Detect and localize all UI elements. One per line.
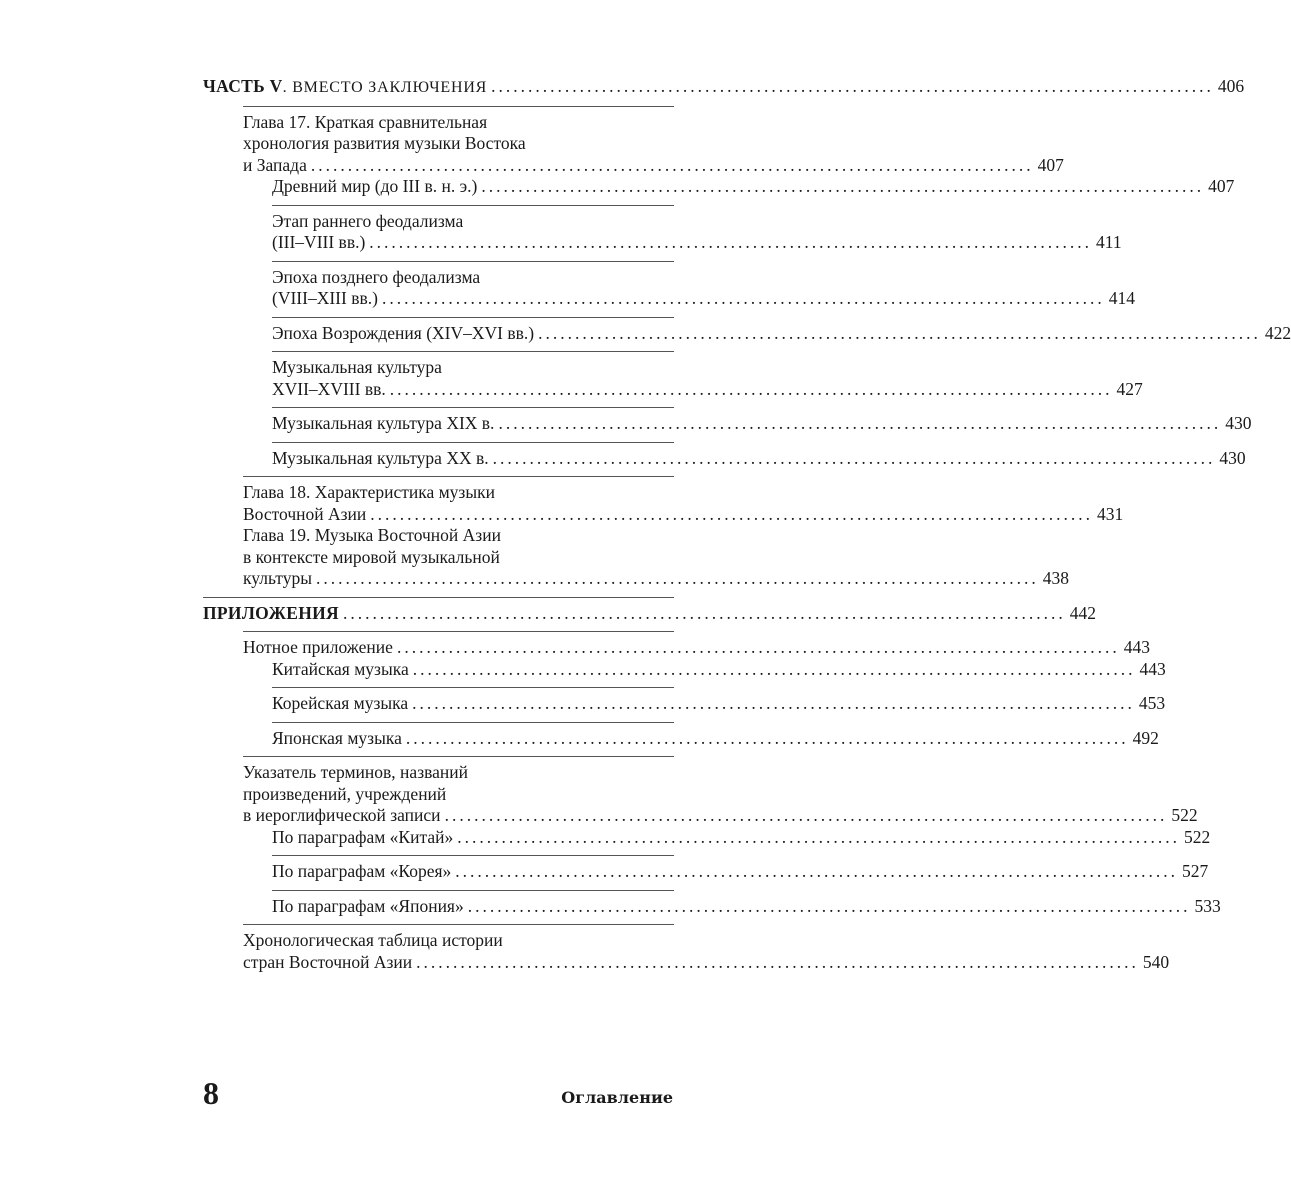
table-of-contents	[203, 76, 1291, 973]
entry-line: Глава 17. Краткая сравнительная	[243, 111, 488, 132]
entry-title: Корейская музыка	[272, 693, 409, 713]
toc-item[interactable]	[203, 658, 1166, 681]
divider	[272, 687, 674, 688]
page-number: 430	[1219, 447, 1246, 468]
toc-item[interactable]	[203, 176, 1235, 198]
toc-item[interactable]	[203, 693, 1166, 715]
leader-dots: ..................................................................................................	[455, 861, 1179, 881]
page-number: 522	[1183, 826, 1211, 847]
page-number: 431	[1097, 503, 1124, 524]
leader-dots: ..................................................................................................	[381, 288, 1105, 308]
entry-line: Хронологическая таблица истории	[243, 930, 503, 950]
entry-line: Эпоха позднего феодализма	[272, 266, 481, 287]
page-number: 533	[1194, 895, 1221, 916]
divider	[243, 924, 674, 925]
page-number: 422	[1264, 322, 1291, 343]
leader-dots: ..................................................................................................	[498, 413, 1222, 433]
leader-dots: ..................................................................................................	[396, 637, 1120, 657]
appendix-title: ПРИЛОЖЕНИЯ	[203, 602, 339, 623]
divider	[203, 597, 674, 598]
toc-chapter-19[interactable]	[203, 525, 1069, 590]
toc-item[interactable]	[203, 322, 1291, 345]
entry-line: Глава 18. Характеристика музыки	[243, 482, 495, 502]
toc-item[interactable]	[203, 895, 1221, 918]
toc-item[interactable]	[203, 210, 1122, 254]
part-label: ЧАСТЬ V	[203, 76, 283, 96]
toc-item[interactable]	[203, 861, 1209, 883]
page-number: 427	[1116, 378, 1143, 399]
leader-dots: ..................................................................................................	[492, 447, 1216, 468]
page-number: 430	[1225, 413, 1252, 433]
entry-line: Этап раннего феодализма	[272, 210, 464, 231]
toc-chronology[interactable]	[203, 930, 1170, 973]
entry-title: культуры	[243, 568, 312, 588]
entry-title: (III–VIII вв.)	[272, 232, 366, 252]
entry-title: По параграфам «Япония»	[272, 895, 464, 916]
toc-item[interactable]	[203, 357, 1143, 400]
divider	[272, 317, 674, 318]
toc-item[interactable]	[203, 447, 1246, 470]
divider	[272, 890, 674, 891]
toc-item[interactable]	[203, 266, 1135, 310]
entry-title: Японская музыка	[272, 727, 402, 748]
leader-dots: ..................................................................................................	[457, 826, 1180, 847]
leader-dots: ..................................................................................................	[310, 154, 1034, 175]
leader-dots: ..................................................................................................	[315, 568, 1039, 588]
leader-dots: ..................................................................................................	[444, 805, 1168, 825]
divider	[243, 756, 674, 757]
page-number: 492	[1132, 727, 1159, 748]
entry-title: стран Восточной Азии	[243, 951, 413, 972]
page-number: 407	[1037, 154, 1064, 175]
page-number: 527	[1182, 861, 1209, 881]
page-number: 442	[1069, 602, 1096, 623]
toc-item[interactable]	[203, 413, 1252, 435]
toc-chapter-18[interactable]	[203, 482, 1124, 525]
leader-dots: ..................................................................................................	[389, 378, 1113, 399]
leader-dots: ..................................................................................................	[491, 76, 1214, 96]
leader-dots: ..................................................................................................	[412, 658, 1136, 679]
page-number: 407	[1208, 176, 1235, 196]
divider	[272, 351, 674, 352]
toc-index[interactable]	[203, 762, 1198, 827]
leader-dots: ..................................................................................................	[405, 727, 1129, 748]
toc-item[interactable]	[203, 727, 1159, 750]
entry-line: Музыкальная культура	[272, 357, 442, 377]
page-number: 406	[1217, 76, 1245, 96]
entry-title: и Запада	[243, 154, 307, 175]
entry-title: По параграфам «Корея»	[272, 861, 452, 881]
page-number: 443	[1123, 637, 1150, 657]
divider	[243, 476, 674, 477]
divider	[272, 442, 674, 443]
footer-page-number: 8	[203, 1075, 219, 1111]
entry-title: в иероглифической записи	[243, 805, 441, 825]
entry-line: в контексте мировой музыкальной	[243, 546, 500, 567]
toc-appendix[interactable]	[203, 602, 1096, 625]
entry-title: Эпоха Возрождения (XIV–XVI вв.)	[272, 322, 535, 343]
leader-dots: ..................................................................................................	[412, 693, 1135, 713]
divider	[243, 106, 674, 107]
leader-dots: ..................................................................................................	[369, 232, 1093, 252]
leader-dots: ..................................................................................................	[370, 503, 1094, 524]
leader-dots: ..................................................................................................	[538, 322, 1261, 343]
entry-title: Нотное приложение	[243, 637, 393, 657]
page-number: 540	[1142, 951, 1170, 972]
page-number: 453	[1138, 693, 1166, 713]
toc-chapter-17[interactable]	[203, 111, 1064, 177]
toc-item[interactable]	[203, 826, 1211, 849]
page-number: 522	[1171, 805, 1198, 825]
leader-dots: ..................................................................................................	[481, 176, 1205, 196]
entry-title: Музыкальная культура XX в.	[272, 447, 489, 468]
divider	[272, 261, 674, 262]
leader-dots: ..................................................................................................	[416, 951, 1139, 972]
entry-line: Указатель терминов, названий	[243, 762, 468, 782]
entry-title: Древний мир (до III в. н. э.)	[272, 176, 478, 196]
leader-dots: ..................................................................................................	[467, 895, 1191, 916]
toc-part-5[interactable]	[203, 76, 1245, 99]
entry-line: произведений, учреждений	[243, 783, 447, 804]
leader-dots: ..................................................................................................	[342, 602, 1066, 623]
entry-title: Музыкальная культура XIX в.	[272, 413, 495, 433]
page-number: 411	[1096, 232, 1122, 252]
divider	[243, 631, 674, 632]
toc-notes-appendix[interactable]	[203, 637, 1150, 659]
page-number: 414	[1108, 288, 1135, 308]
page-number: 443	[1139, 658, 1166, 679]
divider	[272, 855, 674, 856]
entry-title: Восточной Азии	[243, 503, 367, 524]
entry-line: Глава 19. Музыка Восточной Азии	[243, 525, 501, 545]
divider	[272, 722, 674, 723]
entry-title: По параграфам «Китай»	[272, 826, 454, 847]
entry-line: хронология развития музыки Востока	[243, 133, 526, 153]
divider	[272, 407, 674, 408]
entry-title: (VIII–XIII вв.)	[272, 288, 378, 308]
part-title: . ВМЕСТО ЗАКЛЮЧЕНИЯ	[282, 79, 488, 96]
page-number: 438	[1042, 568, 1069, 588]
entry-title: XVII–XVIII вв.	[272, 378, 386, 399]
entry-title: Китайская музыка	[272, 658, 409, 679]
divider	[272, 205, 674, 206]
footer-running-title: Оглавление	[561, 1088, 673, 1107]
